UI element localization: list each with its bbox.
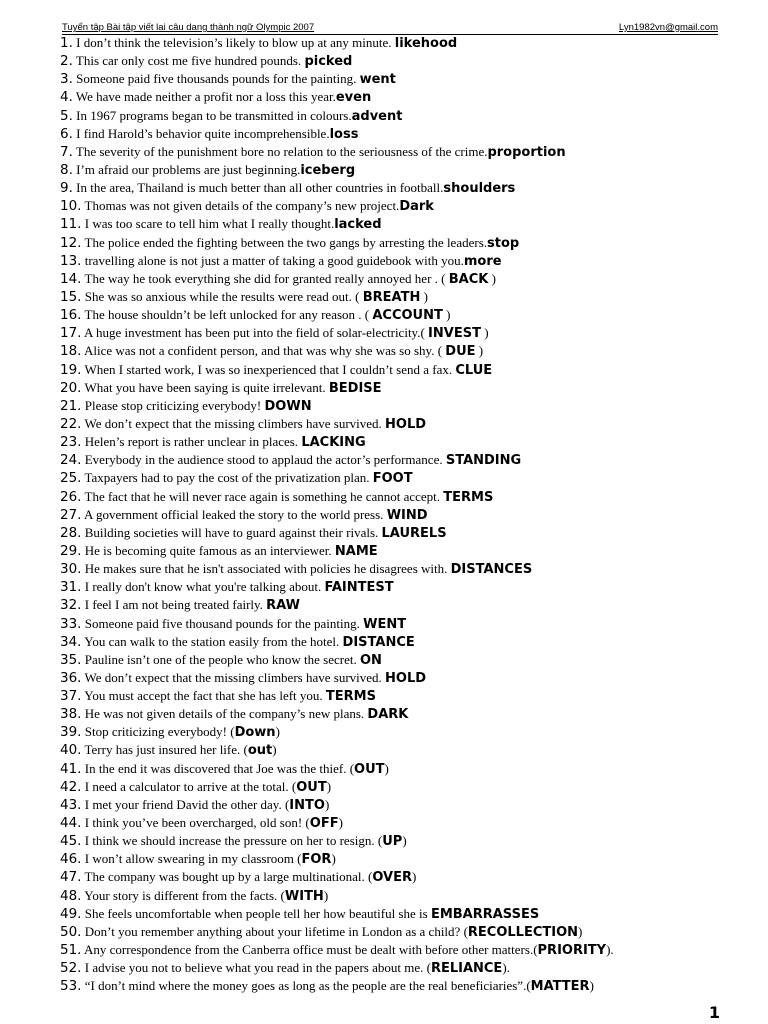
exercise-number: 9. [60,180,73,197]
exercise-sentence: I met your friend David the other day. ( [81,796,290,812]
exercise-item [60,451,750,469]
exercise-number: 25. [60,470,82,487]
exercise-number: 30. [60,561,82,578]
exercise-item [60,687,750,705]
keyword: OFF [309,816,339,832]
exercise-item [60,887,750,905]
exercise-item [60,705,750,723]
exercise-sentence: Building societies will have to guard against their rivals. [81,524,382,540]
keyword: ACCOUNT [372,308,443,324]
keyword: more [463,253,502,269]
exercise-item [60,252,750,270]
keyword: RECOLLECTION [467,924,579,940]
exercise-item [60,469,750,487]
exercise-tail: ) [275,724,280,740]
exercise-sentence: I really don't know what you're talking about. [81,579,325,595]
keyword: HOLD [385,670,427,686]
keyword: ON [359,652,382,668]
keyword: went [359,72,396,88]
exercise-number: 12. [60,234,82,251]
exercise-sentence: I need a calculator to arrive at the total. ( [81,778,297,794]
exercise-item [60,34,750,52]
exercise-item [60,905,750,923]
exercise-sentence: The house shouldn’t be left unlocked for any reason . ( [81,307,373,323]
exercise-sentence: She was so anxious while the results were read out. ( [81,288,363,304]
exercise-number: 40. [60,742,82,759]
exercise-number: 41. [60,760,82,777]
keyword: likehood [394,36,458,51]
exercise-number: 4. [60,89,73,106]
keyword: OUT [354,761,385,777]
exercise-number: 29. [60,542,82,559]
exercise-sentence: Your story is different from the facts. ( [81,887,285,903]
exercise-tail: ). [606,942,614,958]
exercise-item [60,270,750,288]
exercise-tail: ) [326,778,332,794]
exercise-item [60,669,750,687]
exercise-number: 20. [60,379,82,396]
exercise-sentence: A huge investment has been put into the field of solar-electricity.( [81,325,429,341]
exercise-item [60,179,750,197]
exercise-sentence: This car only cost me five hundred pounds. [72,53,305,69]
exercise-sentence: Everybody in the audience stood to applaud the actor’s performance. [81,452,446,468]
exercise-item [60,342,750,360]
exercise-sentence: travelling alone is not just a matter of taking a good guidebook with you. [81,252,464,268]
exercise-sentence: The company was bought up by a large multinational. ( [81,869,373,885]
exercise-tail: ) [412,869,417,885]
exercise-sentence: The way he took everything she did for granted really annoyed her . ( [81,270,449,286]
exercise-sentence: I think you’ve been overcharged, old son! ( [81,815,310,831]
exercise-sentence: He was not given details of the company’s new plans. [81,706,368,722]
exercise-item [60,397,750,415]
exercise-item [60,433,750,451]
exercise-number: 1. [60,35,73,51]
exercise-sentence: You must accept the fact that she has left you. [81,688,326,704]
keyword: WITH [284,888,324,904]
exercise-sentence: You can walk to the station easily from the hotel. [81,633,343,649]
exercise-item [60,88,750,106]
exercise-number: 13. [60,252,82,269]
exercise-tail: ) [331,851,336,867]
exercise-item [60,651,750,669]
exercise-sentence: He is becoming quite famous as an interviewer. [81,542,335,558]
exercise-item [60,560,750,578]
keyword: CLUE [455,362,493,378]
exercise-number: 15. [60,288,82,305]
exercise-item [60,488,750,506]
exercise-number: 45. [60,833,82,850]
keyword: DISTANCES [450,562,533,578]
exercise-sentence: When I started work, I was so inexperienced that I couldn’t send a fax. [81,361,456,377]
exercise-sentence: The fact that he will never race again is something he cannot accept. [81,488,444,504]
exercise-item [60,143,750,161]
exercise-item [60,379,750,397]
keyword: TERMS [325,689,376,705]
keyword: loss [329,126,359,142]
keyword: INTO [289,797,325,813]
keyword: MATTER [530,979,590,995]
exercise-sentence: Don’t you remember anything about your lifetime in London as a child? ( [81,923,468,939]
exercise-tail: ) [402,833,407,849]
keyword: STANDING [445,453,522,469]
exercise-tail: ) [272,742,277,758]
keyword: FAINTEST [324,580,394,596]
exercise-item [60,760,750,778]
exercise-sentence: I advise you not to believe what you read in the papers about me. ( [81,960,431,976]
exercise-item [60,234,750,252]
exercise-sentence: Alice was not a confident person, and that was why she was so shy. ( [81,343,446,359]
exercise-number: 39. [60,724,82,741]
exercise-item [60,741,750,759]
exercise-sentence: The severity of the punishment bore no relation to the seriousness of the crime. [72,143,488,159]
exercise-item [60,506,750,524]
keyword: proportion [487,144,566,160]
keyword: WIND [386,507,428,523]
exercise-number: 48. [60,887,82,904]
exercise-tail: ) [384,760,389,776]
keyword: DISTANCE [342,634,415,650]
exercise-number: 26. [60,488,82,505]
exercise-number: 3. [60,71,73,88]
exercise-number: 49. [60,905,82,922]
exercise-item [60,959,750,977]
exercise-number: 19. [60,361,82,378]
keyword: EMBARRASSES [430,906,540,922]
keyword: FOOT [372,471,413,487]
exercise-number: 47. [60,869,82,886]
keyword: BEDISE [328,380,382,396]
exercise-sentence: Pauline isn’t one of the people who know the secret. [81,651,360,667]
exercise-tail: ) [420,288,428,304]
exercise-sentence: We don’t expect that the missing climbers have survived. [81,415,386,431]
exercise-number: 38. [60,706,82,723]
keyword: lacked [334,217,382,233]
exercise-sentence: We don’t expect that the missing climbers have survived. [81,669,386,685]
exercise-sentence: Any correspondence from the Canberra office must be dealt with before other matters.( [81,942,538,958]
exercise-item [60,723,750,741]
exercise-number: 37. [60,688,82,705]
exercise-number: 24. [60,452,82,469]
exercise-number: 50. [60,923,82,940]
keyword: WENT [363,616,407,632]
exercise-sentence: Helen’s report is rather unclear in places. [81,434,302,450]
exercise-item [60,107,750,125]
keyword: Dark [399,199,434,215]
exercise-sentence: In the end it was discovered that Joe was the thief. ( [81,760,355,776]
exercise-item [60,197,750,215]
exercise-item [60,578,750,596]
exercise-number: 16. [60,307,82,324]
exercise-sentence: Someone paid five thousands pounds for the painting. [72,71,360,87]
exercise-number: 31. [60,579,82,596]
exercise-number: 14. [60,270,82,287]
exercise-number: 43. [60,796,82,813]
exercise-item [60,832,750,850]
exercise-item [60,941,750,959]
exercise-item [60,542,750,560]
exercise-number: 46. [60,851,82,868]
exercise-number: 6. [60,125,73,142]
exercise-item [60,288,750,306]
exercise-item [60,215,750,233]
exercise-number: 21. [60,397,82,414]
exercise-tail: ) [338,815,343,831]
keyword: DARK [367,707,409,723]
exercise-tail: ) [488,270,496,286]
keyword: DUE [445,344,476,360]
keyword: iceberg [300,162,356,178]
exercise-item [60,324,750,342]
keyword: shoulders [443,181,516,197]
exercise-sentence: Stop criticizing everybody! ( [81,724,235,740]
exercise-sentence: “I don’t mind where the money goes as long as the people are the real beneficiaries”.( [81,978,531,994]
keyword: even [335,90,372,106]
exercise-item [60,615,750,633]
exercise-number: 52. [60,960,82,977]
keyword: BREATH [362,289,421,305]
keyword: HOLD [385,416,427,432]
exercise-sentence: A government official leaked the story to the world press. [81,506,387,522]
exercise-item [60,923,750,941]
exercise-item [60,778,750,796]
exercise-sentence: I’m afraid our problems are just beginning. [72,161,301,177]
keyword: TERMS [443,489,494,505]
exercise-number: 11. [60,216,82,233]
keyword: DOWN [264,398,312,414]
exercise-number: 36. [60,669,82,686]
exercise-sentence: I don’t think the television’s likely to blow up at any minute. [72,35,395,50]
author-email: Lyn1982vn@gmail.com [618,22,718,33]
exercise-number: 33. [60,615,82,632]
keyword: LACKING [301,435,366,451]
exercise-tail: ) [578,923,583,939]
exercise-tail: ) [324,796,330,812]
keyword: RAW [266,598,300,614]
exercise-number: 8. [60,161,73,178]
exercise-item [60,977,750,995]
keyword: OUT [296,779,327,795]
exercise-item [60,361,750,379]
exercise-sentence: He makes sure that he isn't associated with policies he disagrees with. [81,561,451,577]
exercise-item [60,796,750,814]
exercise-item [60,633,750,651]
keyword: LAURELS [381,525,447,541]
exercise-item [60,850,750,868]
keyword: stop [487,235,520,251]
exercise-sentence: I think we should increase the pressure on her to resign. ( [81,833,383,849]
exercise-number: 44. [60,815,82,832]
exercise-list [60,34,750,995]
exercise-sentence: She feels uncomfortable when people tell her how beautiful she is [81,905,431,921]
exercise-number: 35. [60,651,82,668]
exercise-sentence: Terry has just insured her life. ( [81,742,248,758]
exercise-sentence: Please stop criticizing everybody! [81,397,265,413]
exercise-tail: ) [475,343,484,359]
keyword: UP [382,834,403,850]
exercise-number: 7. [60,143,73,160]
keyword: FOR [301,852,332,868]
keyword: BACK [448,271,489,287]
exercise-number: 10. [60,198,82,215]
exercise-item [60,868,750,886]
exercise-number: 5. [60,107,73,124]
exercise-item [60,524,750,542]
exercise-item [60,306,750,324]
exercise-tail: ). [502,960,510,976]
exercise-item [60,52,750,70]
exercise-number: 27. [60,506,82,523]
exercise-tail: ) [323,887,329,903]
exercise-item [60,125,750,143]
exercise-sentence: We have made neither a profit nor a loss this year. [72,89,336,105]
exercise-number: 18. [60,343,82,360]
exercise-number: 2. [60,53,73,70]
exercise-sentence: I won’t allow swearing in my classroom ( [81,851,302,867]
exercise-item [60,415,750,433]
exercise-number: 34. [60,633,82,650]
exercise-tail: ) [589,978,594,994]
exercise-number: 42. [60,778,82,795]
page-number: 1 [708,1003,720,1022]
keyword: RELIANCE [430,961,503,977]
exercise-number: 32. [60,597,82,614]
keyword: NAME [334,543,378,559]
exercise-sentence: Thomas was not given details of the company’s new project. [81,198,400,214]
exercise-tail: ) [442,307,451,323]
exercise-sentence: What you have been saying is quite irrelevant. [81,379,329,395]
keyword: Down [234,725,276,741]
exercise-sentence: The police ended the fighting between the two gangs by arresting the leaders. [81,234,488,250]
exercise-sentence: In 1967 programs began to be transmitted in colours. [72,107,352,123]
exercise-sentence: Taxpayers had to pay the cost of the privatization plan. [81,470,373,486]
exercise-item [60,596,750,614]
document-title: Tuyển tập Bài tập viết lai câu dang thành ngữ Olympic 2007 [62,22,315,33]
exercise-item [60,161,750,179]
exercise-number: 28. [60,524,82,541]
keyword: INVEST [428,326,481,342]
keyword: out [247,743,273,759]
exercise-number: 23. [60,434,82,451]
exercise-item [60,814,750,832]
exercise-number: 53. [60,978,82,995]
exercise-item [60,70,750,88]
exercise-number: 51. [60,942,82,959]
exercise-number: 17. [60,325,82,342]
exercise-number: 22. [60,415,82,432]
exercise-sentence: Someone paid five thousand pounds for the painting. [81,615,364,631]
keyword: picked [304,54,353,70]
keyword: OVER [372,870,413,886]
exercise-sentence: I feel I am not being treated fairly. [81,597,267,613]
exercise-sentence: In the area, Thailand is much better than all other countries in football. [72,180,444,196]
exercise-sentence: I was too scare to tell him what I really thought. [81,216,335,232]
keyword: PRIORITY [537,943,607,959]
keyword: advent [351,108,403,124]
exercise-sentence: I find Harold’s behavior quite incomprehensible. [72,125,330,141]
exercise-tail: ) [480,325,489,341]
